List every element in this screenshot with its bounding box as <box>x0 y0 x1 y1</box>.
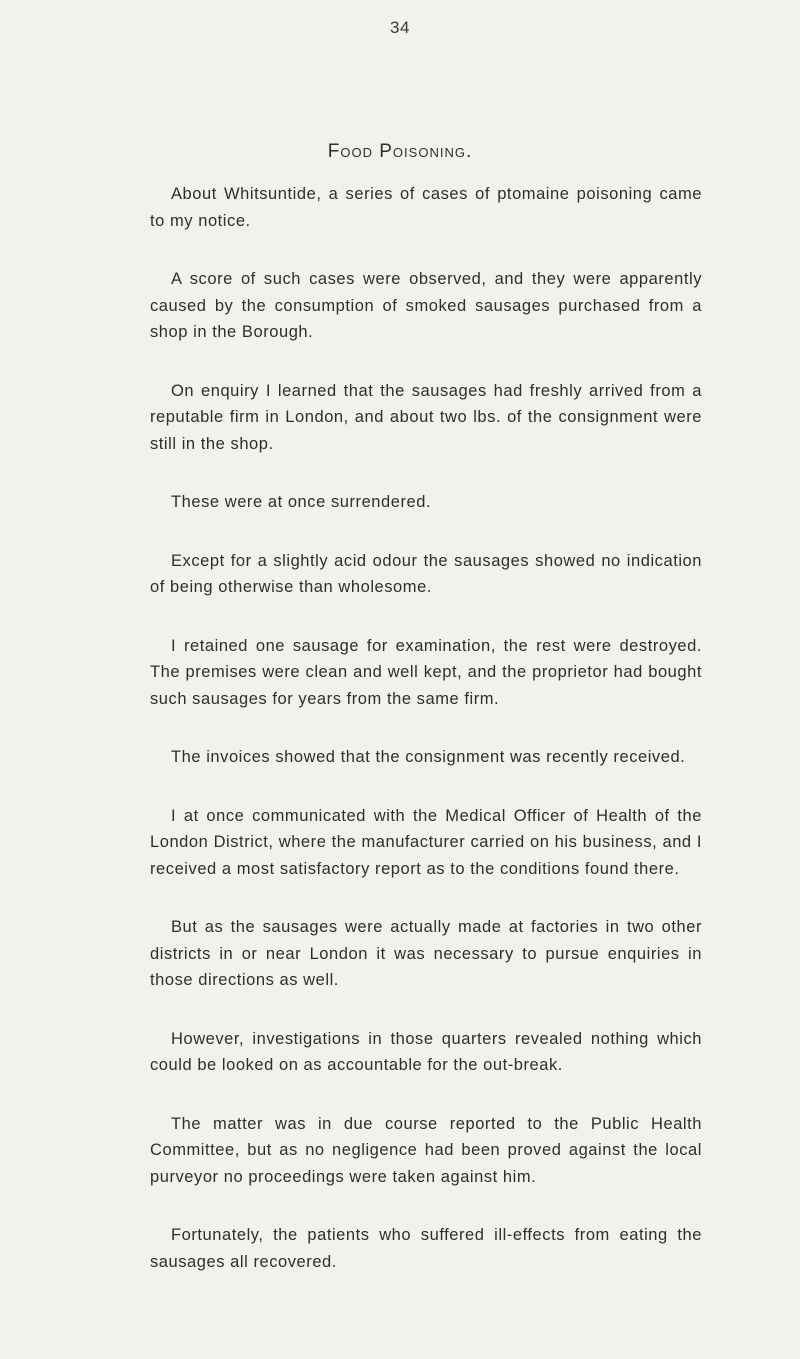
paragraph: Fortunately, the patients who suffered ill-effects from eating the sausages all recovered. <box>150 1226 702 1271</box>
paragraph: About Whitsuntide, a series of cases of ptomaine poisoning came to my notice. <box>150 185 702 230</box>
paragraph: I at once communicated with the Medical Officer of Health of the London District, where the manufacturer carried on his business, and I received a most satisfactory report as to the conditions found there. <box>150 806 702 878</box>
paragraph: But as the sausages were actually made at factories in two other districts in or near London it was necessary to pursue enquiries in those directions as well. <box>150 918 702 989</box>
body-text <box>150 181 702 1307</box>
page-number: 34 <box>390 18 410 37</box>
paragraph: On enquiry I learned that the sausages had freshly arrived from a reputable firm in London, and about two lbs. of the consignment were still in the shop. <box>150 381 702 453</box>
paragraph: I retained one sausage for examination, the rest were destroyed. The premises were clean and well kept, and the proprietor had bought such sausages for years from the same firm. <box>150 636 702 708</box>
paragraph: A score of such cases were observed, and they were apparently caused by the consumption of smoked sausages purchased from a shop in the Borough. <box>150 270 702 341</box>
paragraph: Except for a slightly acid odour the sausages showed no indication of being otherwise than wholesome. <box>150 551 702 596</box>
paragraph: The matter was in due course reported to the Public Health Committee, but as no negligence had been proved against the local purveyor no proceedings were taken against him. <box>150 1114 702 1186</box>
section-title: Food Poisoning. <box>327 141 473 162</box>
paragraph: These were at once surrendered. <box>171 493 432 511</box>
paragraph: However, investigations in those quarters revealed nothing which could be looked on as accountable for the out-break. <box>150 1029 702 1074</box>
paragraph: The invoices showed that the consignment was recently received. <box>171 748 686 766</box>
